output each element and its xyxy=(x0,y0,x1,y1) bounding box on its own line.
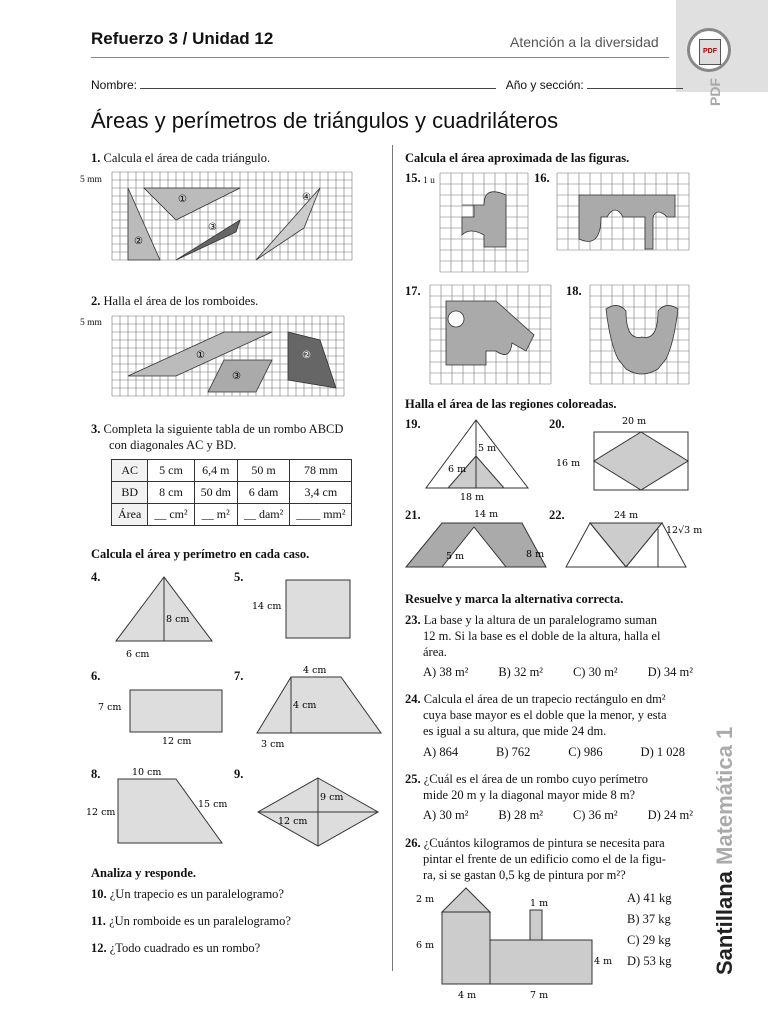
q25-option-d[interactable]: D) 24 m² xyxy=(647,808,693,822)
q24-option-a[interactable]: A) 864 xyxy=(423,745,459,759)
fig-18-num: 18. xyxy=(566,284,582,298)
q23-option-b[interactable]: B) 32 m² xyxy=(498,665,544,679)
q1-label-1: ① xyxy=(178,194,187,205)
shape-6-height: 7 cm xyxy=(98,702,122,713)
q1-grid-figure xyxy=(112,172,352,268)
q25-option-c[interactable]: C) 36 m² xyxy=(572,808,618,822)
section-resuelve-heading: Resuelve y marca la alternativa correcta. xyxy=(405,592,624,606)
q2-label-3: ③ xyxy=(232,371,241,382)
shape-7-trapezoid xyxy=(255,663,385,751)
region-20-num: 20. xyxy=(549,417,565,431)
pdf-label: PDF xyxy=(707,78,723,106)
q24-option-b[interactable]: B) 762 xyxy=(495,745,531,759)
fig-18-grid xyxy=(590,285,694,385)
q23-option-c[interactable]: C) 30 m² xyxy=(572,665,618,679)
q2-label-2: ② xyxy=(302,350,311,361)
shape-4-height: 8 cm xyxy=(166,614,190,625)
region-22-figure xyxy=(562,505,712,573)
question-2: 2. Halla el área de los romboides. xyxy=(91,294,259,308)
year-field[interactable] xyxy=(587,88,683,89)
shape-4-base: 6 cm xyxy=(126,649,150,660)
name-field[interactable] xyxy=(140,88,496,89)
question-26: 26. ¿Cuántos kilogramos de pintura se necesita para pintar el frente de un edificio como el de la figu- ra, si se gastan 0,5 kg de pintura por m²? xyxy=(405,836,666,882)
region-21-b: 5 m xyxy=(446,551,465,562)
section-approx-heading: Calcula el área aproximada de las figuras. xyxy=(405,151,630,165)
shape-8-trapezoid xyxy=(86,765,236,847)
q24-options xyxy=(423,745,685,760)
question-1: 1. Calcula el área de cada triángulo. xyxy=(91,151,271,165)
fig-17-grid xyxy=(430,285,552,385)
q26-option-c[interactable]: C) 29 kg xyxy=(627,933,671,947)
building-dim-e: 4 m xyxy=(458,990,477,1001)
question-23: 23. La base y la altura de un paralelogramo suman 12 m. Si la base es el doble de la altura, halla el área. xyxy=(405,613,661,659)
section-analiza-heading: Analiza y responde. xyxy=(91,866,196,880)
brand-label: Santillana Matemática 1 xyxy=(712,726,737,975)
question-3: 3. Completa la siguiente tabla de un rombo ABCD con diagonales AC y BD. xyxy=(91,422,344,452)
shape-5-num: 5. xyxy=(234,570,244,584)
building-dim-a: 2 m xyxy=(416,894,435,905)
q23-options xyxy=(423,665,693,680)
worksheet-title: Refuerzo 3 / Unidad 12 xyxy=(91,29,274,48)
region-19-figure xyxy=(424,418,534,502)
shape-5-side: 14 cm xyxy=(252,601,282,612)
region-19-a: 5 m xyxy=(478,443,497,454)
region-19-b: 6 m xyxy=(448,464,467,475)
fig-17-num: 17. xyxy=(405,284,421,298)
worksheet-subtitle: Atención a la diversidad xyxy=(510,34,659,50)
shape-7-num: 7. xyxy=(234,669,244,683)
building-figure xyxy=(412,886,612,1004)
q25-option-b[interactable]: B) 28 m² xyxy=(498,808,544,822)
shape-8-side: 15 cm xyxy=(198,799,228,810)
fig-15-unit: 1 u xyxy=(423,176,435,186)
shape-9-d1: 9 cm xyxy=(320,792,344,803)
q26-option-a[interactable]: A) 41 kg xyxy=(627,891,672,905)
fig-16-grid xyxy=(557,173,697,257)
q2-grid-figure xyxy=(112,316,352,404)
q2-label-1: ① xyxy=(196,350,205,361)
shape-9-num: 9. xyxy=(234,767,244,781)
q24-option-d[interactable]: D) 1 028 xyxy=(640,745,685,759)
q2-scale: 5 mm xyxy=(80,318,102,328)
building-dim-b: 1 m xyxy=(530,898,549,909)
name-row xyxy=(91,78,683,92)
shape-8-top: 10 cm xyxy=(132,767,162,778)
header-rule xyxy=(91,57,669,58)
table-row: BD 8 cm 50 dm 6 dam 3,4 cm xyxy=(112,482,352,504)
region-20-b: 16 m xyxy=(556,458,581,469)
shape-4-triangle xyxy=(112,575,222,660)
shape-8-num: 8. xyxy=(91,767,101,781)
question-12: 12. ¿Todo cuadrado es un rombo? xyxy=(91,941,261,955)
page-title: Áreas y perímetros de triángulos y cuadriláteros xyxy=(91,108,559,133)
region-22-num: 22. xyxy=(549,508,565,522)
shape-4-num: 4. xyxy=(91,570,101,584)
q1-scale: 5 mm xyxy=(80,175,102,185)
pdf-icon[interactable]: PDF xyxy=(687,28,731,72)
name-label: Nombre: xyxy=(91,78,138,92)
region-20-a: 20 m xyxy=(622,416,647,427)
q1-label-4: ④ xyxy=(302,192,311,203)
question-25: 25. ¿Cuál es el área de un rombo cuyo perímetro mide 20 m y la diagonal mayor mide 8 m? xyxy=(405,772,648,802)
q24-option-c[interactable]: C) 986 xyxy=(568,745,603,759)
region-21-num: 21. xyxy=(405,508,421,522)
shape-6-base: 12 cm xyxy=(162,736,192,747)
section-regions-heading: Halla el área de las regiones coloreadas. xyxy=(405,397,617,411)
fig-15-grid xyxy=(440,173,528,269)
question-24: 24. Calcula el área de un trapecio rectángulo en dm² cuya base mayor es el doble que la menor, y esta es igual a su altura, que mide 24 dm. xyxy=(405,692,667,738)
building-dim-d: 4 m xyxy=(594,956,613,967)
q23-option-a[interactable]: A) 38 m² xyxy=(423,665,469,679)
year-label: Año y sección: xyxy=(505,78,584,92)
q23-option-d[interactable]: D) 34 m² xyxy=(647,665,693,679)
question-10: 10. ¿Un trapecio es un paralelogramo? xyxy=(91,887,284,901)
shape-9-rhombus xyxy=(256,776,382,848)
region-22-a: 24 m xyxy=(614,510,639,521)
building-dim-f: 7 m xyxy=(530,990,549,1001)
shape-9-d2: 12 cm xyxy=(278,816,308,827)
region-19-c: 18 m xyxy=(460,492,485,503)
shape-6-rectangle xyxy=(98,688,228,748)
q25-options xyxy=(423,808,693,823)
region-21-a: 14 m xyxy=(474,509,499,520)
section-calc-heading: Calcula el área y perímetro en cada caso. xyxy=(91,547,310,561)
shape-8-left: 12 cm xyxy=(86,807,116,818)
fig-15-num: 15. xyxy=(405,171,421,185)
region-22-b: 12√3 m xyxy=(666,525,703,536)
q26-option-b[interactable]: B) 37 kg xyxy=(627,912,671,926)
q26-options xyxy=(627,888,671,972)
region-20-figure xyxy=(556,414,696,494)
q26-option-d[interactable]: D) 53 kg xyxy=(627,954,672,968)
table-row: AC 5 cm 6,4 m 50 m 78 mm xyxy=(112,460,352,482)
question-11: 11. ¿Un romboide es un paralelogramo? xyxy=(91,914,291,928)
shape-5-square xyxy=(252,578,362,642)
q1-label-3: ③ xyxy=(208,222,217,233)
shape-6-num: 6. xyxy=(91,669,101,683)
rhombus-table xyxy=(111,459,352,526)
shape-7-height: 4 cm xyxy=(293,700,317,711)
q1-label-2: ② xyxy=(134,236,143,247)
shape-7-top: 4 cm xyxy=(303,665,327,676)
region-21-figure xyxy=(402,505,548,573)
q25-option-a[interactable]: A) 30 m² xyxy=(423,808,469,822)
shape-7-base: 3 cm xyxy=(261,739,285,750)
building-dim-c: 6 m xyxy=(416,940,435,951)
region-21-c: 8 m xyxy=(526,549,545,560)
table-row: Área __ cm² __ m² __ dam² ____ mm² xyxy=(112,504,352,526)
fig-16-num: 16. xyxy=(534,171,550,185)
column-divider xyxy=(392,145,393,971)
region-19-num: 19. xyxy=(405,417,421,431)
